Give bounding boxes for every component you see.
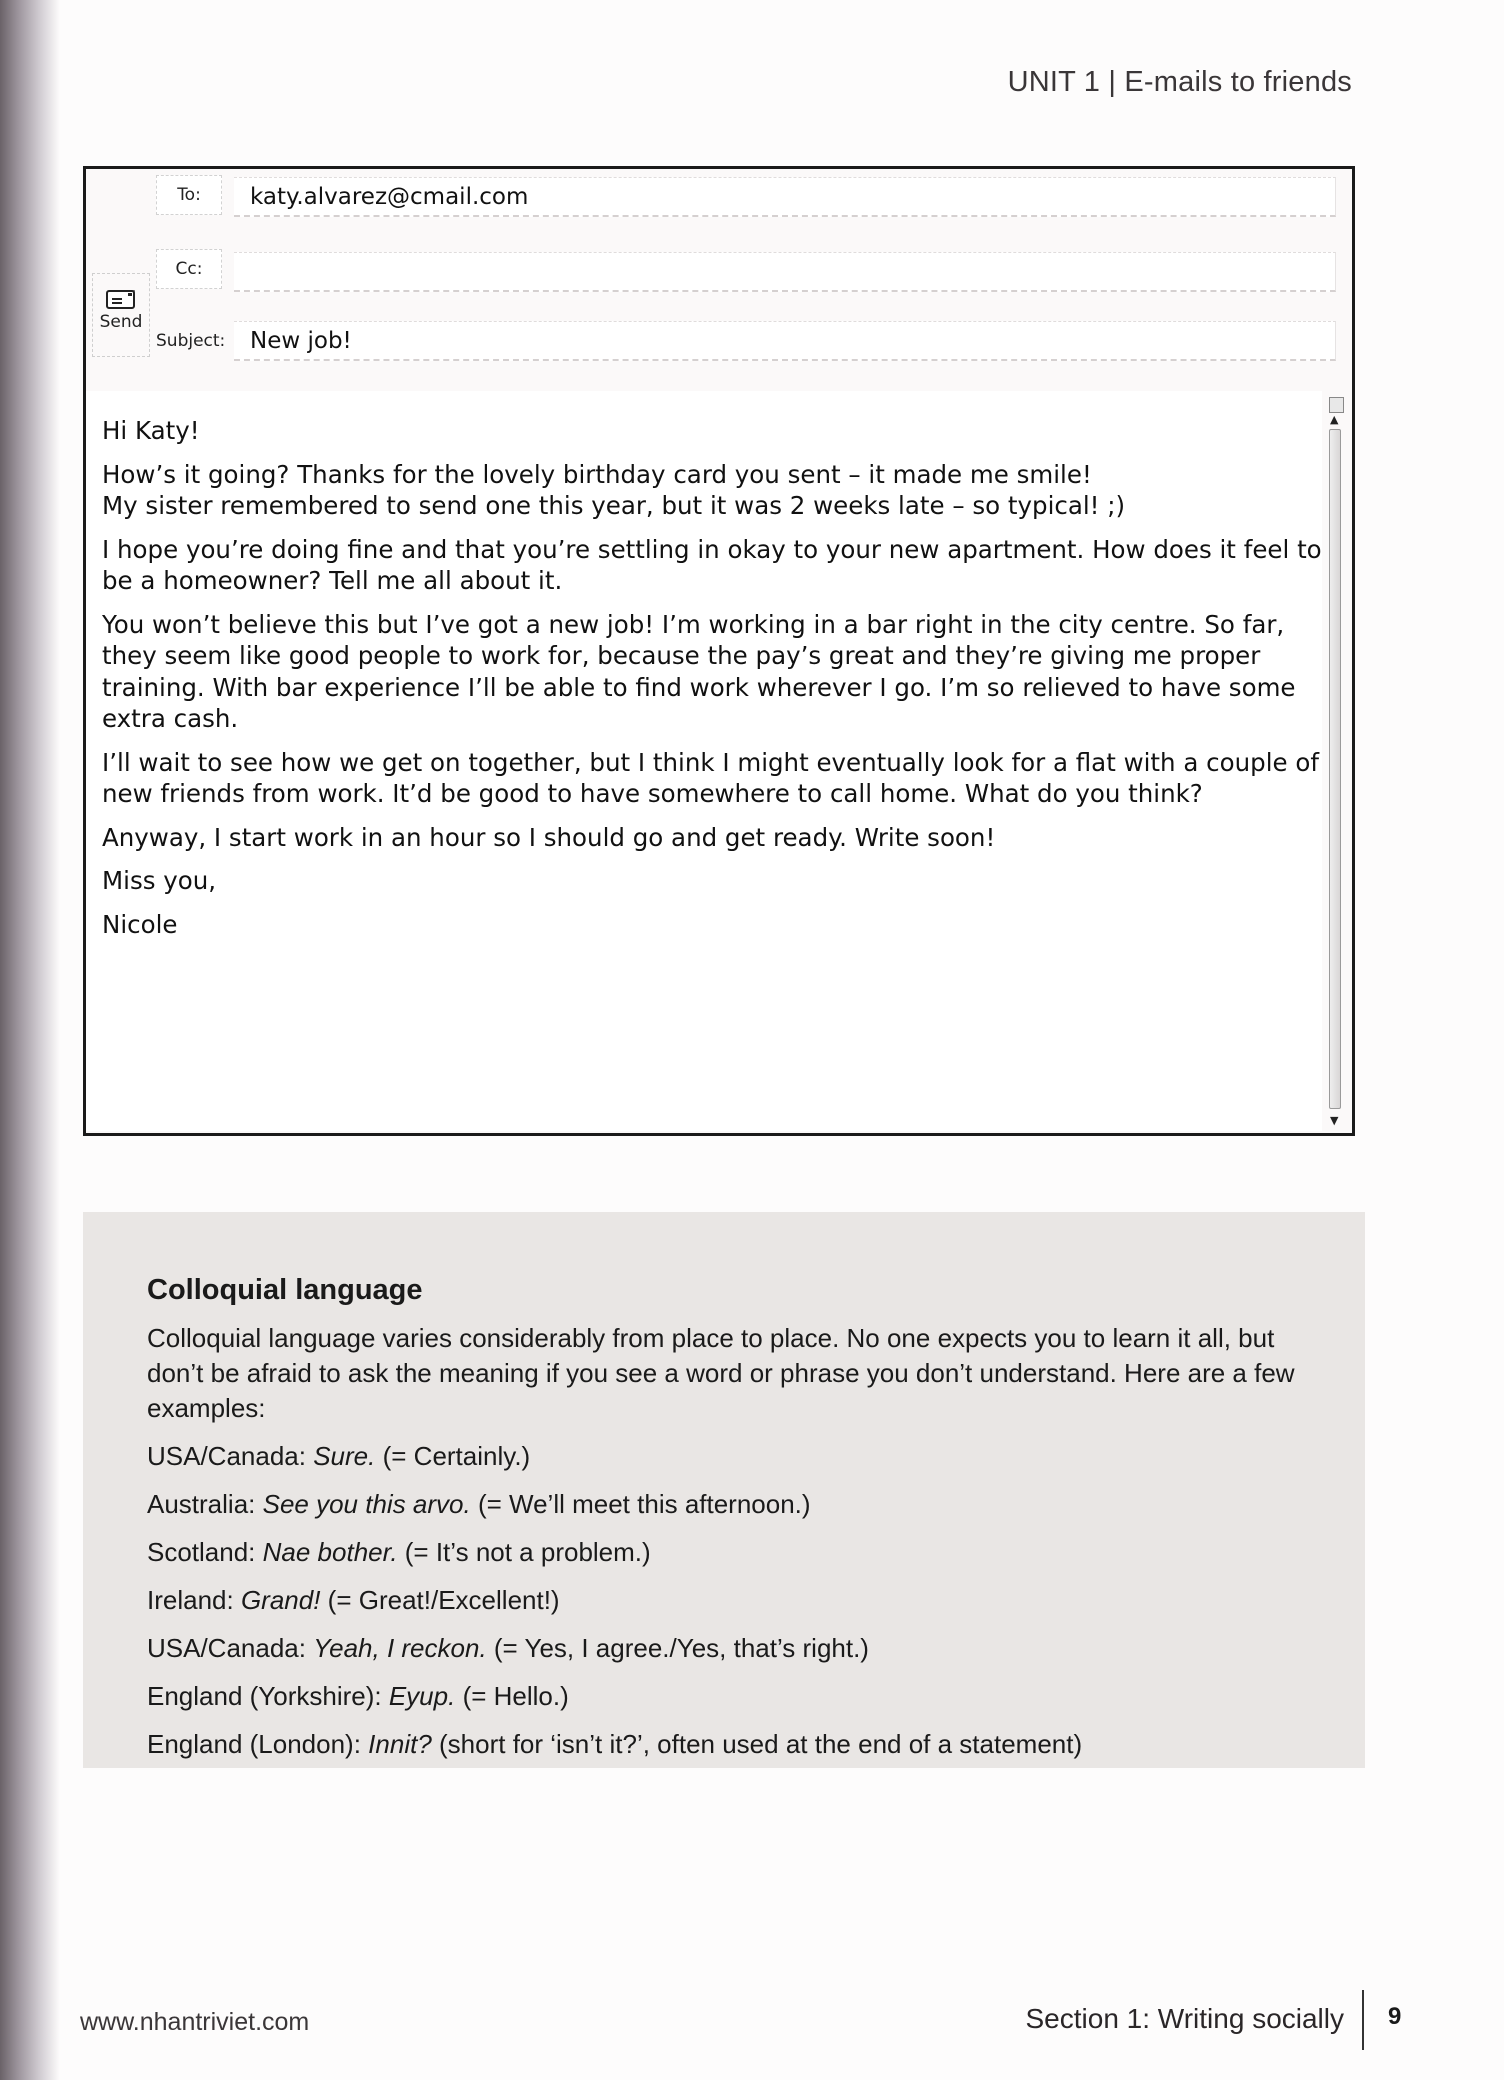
example-region: England (London): xyxy=(147,1729,369,1759)
body-paragraph: Anyway, I start work in an hour so I should go and get ready. Write soon! xyxy=(102,822,996,852)
example-meaning: (short for ‘isn’t it?’, often used at the end of a statement) xyxy=(431,1729,1083,1759)
scrollbar-thumb[interactable] xyxy=(1329,429,1341,1109)
example-meaning: (= Hello.) xyxy=(455,1681,569,1711)
page-number: 9 xyxy=(1388,2003,1402,2030)
example-region: USA/Canada: xyxy=(147,1633,314,1663)
cc-field[interactable] xyxy=(234,252,1336,292)
subject-field[interactable]: New job! xyxy=(234,321,1336,361)
body-paragraph: I’ll wait to see how we get on together, but I think I might eventually look for a flat with a couple of new friends from work. It’d be good to have somewhere to call home. What do you think? xyxy=(102,747,1319,808)
example-phrase: Sure. xyxy=(313,1441,376,1471)
subject-label: Subject: xyxy=(156,331,226,351)
to-field[interactable]: katy.alvarez@cmail.com xyxy=(234,177,1336,217)
vertical-scrollbar[interactable] xyxy=(1326,391,1346,1131)
footer-section-title: Section 1: Writing socially xyxy=(1025,2003,1344,2034)
example-meaning: (= Certainly.) xyxy=(375,1441,531,1471)
scrollbar-grip-icon xyxy=(1329,397,1344,413)
body-paragraph: I hope you’re doing fine and that you’re settling in okay to your new apartment. How does it feel to be a homeowner? Tell me all about it. xyxy=(102,534,1322,595)
body-paragraph: You won’t believe this but I’ve got a new job! I’m working in a bar right in the city centre. So far, they seem like good people to work for, because the pay’s great and they’re giving me proper training. With bar experience I’ll be able to find work wherever I go. I’m so relieved to have some extra cash. xyxy=(102,609,1296,733)
example-item xyxy=(147,1630,1365,1666)
footer-url: www.nhantriviet.com xyxy=(80,2008,310,2036)
body-signature: Nicole xyxy=(102,909,178,939)
example-meaning: (= Great!/Excellent!) xyxy=(320,1585,560,1615)
book-spine-shadow xyxy=(0,0,60,2080)
colloquial-language-box xyxy=(83,1212,1365,1768)
footer-divider xyxy=(1362,1990,1364,2050)
message-body[interactable] xyxy=(86,391,1322,1131)
example-region: Ireland: xyxy=(147,1585,241,1615)
example-item xyxy=(147,1726,1365,1762)
email-compose-window xyxy=(83,166,1355,1136)
scroll-up-arrow-icon[interactable]: ▲ xyxy=(1330,413,1339,426)
running-head: UNIT 1 | E-mails to friends xyxy=(1007,66,1352,98)
body-signoff: Miss you, xyxy=(102,866,217,895)
example-meaning: (= Yes, I agree./Yes, that’s right.) xyxy=(486,1633,869,1663)
examples-list xyxy=(147,1438,1365,1762)
cc-label: Cc: xyxy=(156,249,222,289)
send-button[interactable] xyxy=(92,273,150,357)
info-box-title: Colloquial language xyxy=(147,1274,423,1306)
scroll-down-arrow-icon[interactable]: ▼ xyxy=(1330,1114,1339,1127)
to-label: To: xyxy=(156,175,222,215)
example-phrase: Innit? xyxy=(368,1729,432,1759)
example-meaning: (= We’ll meet this afternoon.) xyxy=(470,1489,811,1519)
example-item xyxy=(147,1678,1365,1714)
example-phrase: Eyup. xyxy=(388,1681,456,1711)
send-label: Send xyxy=(99,312,143,332)
example-region: Australia: xyxy=(147,1489,263,1519)
example-item xyxy=(147,1486,1365,1522)
example-region: Scotland: xyxy=(147,1537,263,1567)
example-item xyxy=(147,1534,1365,1570)
info-box-intro: Colloquial language varies considerably from place to place. No one expects you to learn it all, but don’t be afraid to ask the meaning if you see a word or phrase you don’t understand. Here are a few examples: xyxy=(147,1323,1295,1423)
body-greeting: Hi Katy! xyxy=(102,416,200,445)
send-envelope-icon xyxy=(106,288,136,310)
example-item xyxy=(147,1438,1365,1474)
example-phrase: Grand! xyxy=(240,1585,321,1615)
example-phrase: Nae bother. xyxy=(262,1537,398,1567)
example-phrase: See you this arvo. xyxy=(262,1489,471,1519)
example-item xyxy=(147,1582,1365,1618)
example-phrase: Yeah, I reckon. xyxy=(313,1633,487,1663)
example-meaning: (= It’s not a problem.) xyxy=(397,1537,651,1567)
example-region: USA/Canada: xyxy=(147,1441,314,1471)
body-paragraph: How’s it going? Thanks for the lovely birthday card you sent – it made me smile! My sister remembered to send one this year, but it was 2 weeks late – so typical! ;) xyxy=(102,459,1126,520)
example-region: England (Yorkshire): xyxy=(147,1681,389,1711)
